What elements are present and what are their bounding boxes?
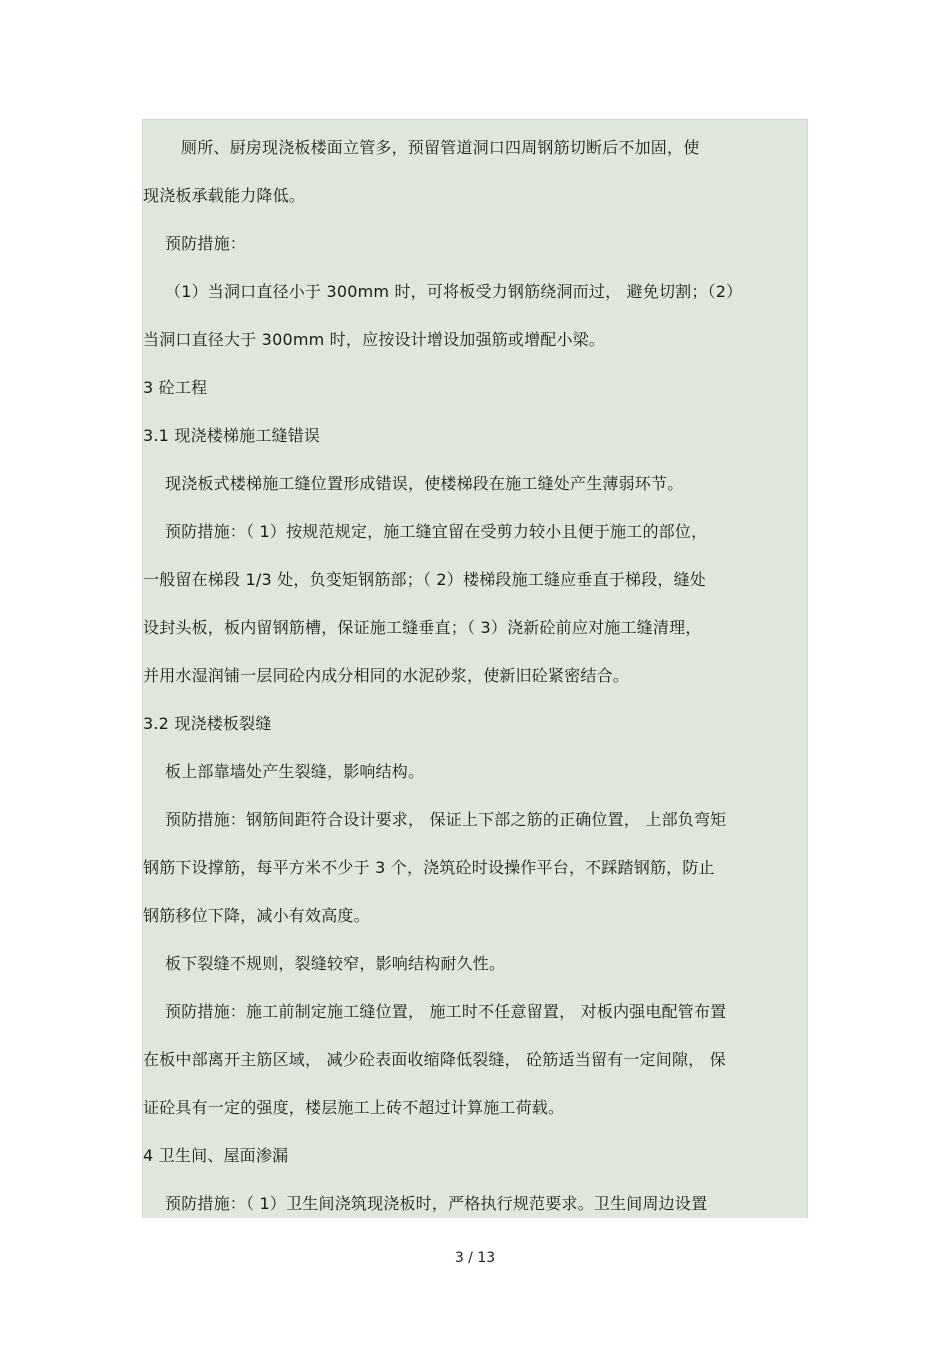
- text-line: 预防措施：（ 1）卫生间浇筑现浇板时，严格执行规范要求。卫生间周边设置: [165, 1194, 708, 1213]
- text-line: 现浇板式楼梯施工缝位置形成错误，使楼梯段在施工缝处产生薄弱环节。: [165, 474, 684, 493]
- section-heading: 3 砼工程: [143, 378, 208, 397]
- text-line: 板上部靠墙处产生裂缝，影响结构。: [165, 762, 425, 781]
- text-line: 预防措施：: [165, 234, 247, 253]
- text-line: 设封头板，板内留钢筋槽，保证施工缝垂直；（ 3）浇新砼前应对施工缝清理，: [143, 618, 702, 637]
- text-line: 板下裂缝不规则，裂缝较窄，影响结构耐久性。: [165, 954, 506, 973]
- text-line: 并用水湿润铺一层同砼内成分相同的水泥砂浆，使新旧砼紧密结合。: [143, 666, 630, 685]
- text-line: 一般留在梯段 1/3 处，负变矩钢筋部；（ 2）楼梯段施工缝应垂直于梯段，缝处: [143, 570, 706, 589]
- page-number: 3 / 13: [454, 1250, 496, 1266]
- subsection-heading: 3.1 现浇楼梯施工缝错误: [143, 426, 321, 445]
- text-line: （1）当洞口直径小于 300mm 时，可将板受力钢筋绕洞而过， 避免切割；（2）: [165, 282, 743, 301]
- text-line: 在板中部离开主筋区域， 减少砼表面收缩降低裂缝， 砼筋适当留有一定间隙， 保: [143, 1050, 726, 1069]
- document-page: [142, 119, 808, 1218]
- text-line: 预防措施：钢筋间距符合设计要求， 保证上下部之筋的正确位置， 上部负弯矩: [165, 810, 727, 829]
- text-line: 当洞口直径大于 300mm 时，应按设计增设加强筋或增配小梁。: [143, 330, 606, 349]
- section-heading: 4 卫生间、屋面渗漏: [143, 1146, 289, 1165]
- text-line: 预防措施：施工前制定施工缝位置， 施工时不任意留置， 对板内强电配管布置: [165, 1002, 727, 1021]
- text-line: 预防措施：（ 1）按规范规定，施工缝宜留在受剪力较小且便于施工的部位，: [165, 522, 708, 541]
- text-line: 钢筋下设撑筋，每平方米不少于 3 个，浇筑砼时设操作平台，不踩踏钢筋，防止: [143, 858, 715, 877]
- text-line: 厕所、厨房现浇板楼面立管多，预留管道洞口四周钢筋切断后不加固，使: [181, 138, 700, 157]
- text-line: 钢筋移位下降，减小有效高度。: [143, 906, 370, 925]
- text-line: 现浇板承载能力降低。: [143, 186, 306, 205]
- subsection-heading: 3.2 现浇楼板裂缝: [143, 714, 272, 733]
- text-line: 证砼具有一定的强度，楼层施工上砖不超过计算施工荷载。: [143, 1098, 565, 1117]
